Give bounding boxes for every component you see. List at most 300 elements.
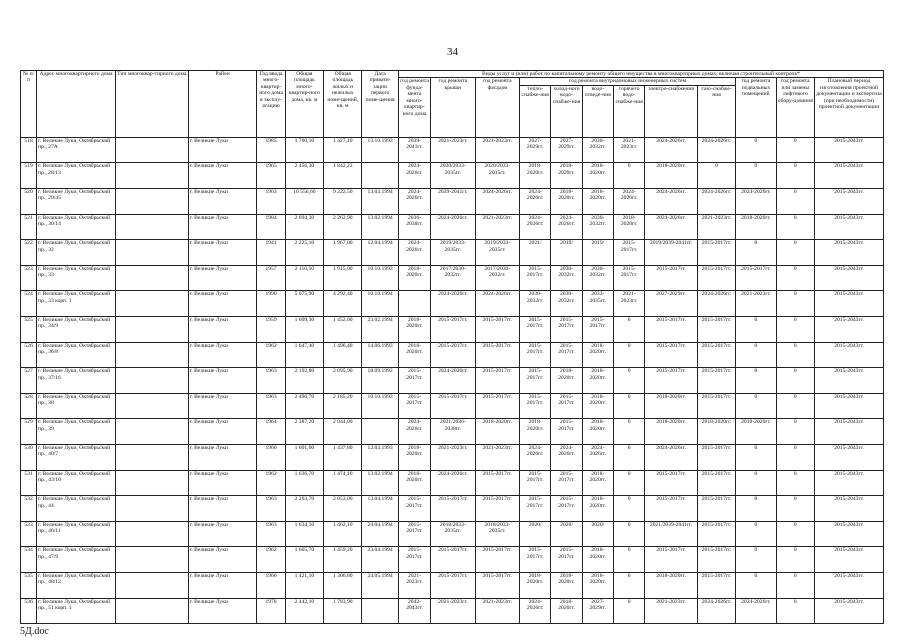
cell-fd: 2024-2026гг. <box>398 240 430 266</box>
header-year-built: Год ввода много-квартир-ного дома в эксплу-атацию <box>257 71 285 138</box>
cell-n: 524 <box>21 291 37 317</box>
cell-n: 525 <box>21 317 37 343</box>
cell-yb: 1963 <box>257 496 285 522</box>
table-row <box>21 444 884 470</box>
cell-type <box>115 470 188 496</box>
cell-ds: 2015-2043гг. <box>815 291 884 317</box>
cell-lv: 0 <box>776 598 814 624</box>
cell-lv: 0 <box>776 291 814 317</box>
cell-ra: 1 496,40 <box>324 342 362 368</box>
cell-type <box>115 419 188 445</box>
cell-el: 2018-2020гг. <box>645 572 698 598</box>
cell-type <box>115 137 188 163</box>
cell-ra: 1 452,00 <box>324 317 362 343</box>
cell-n: 532 <box>21 496 37 522</box>
cell-cw: 2024-2026гг. <box>551 214 582 240</box>
cell-bs: 2018-2020гг. <box>736 214 776 240</box>
header-elevator: год ремонта или замены лифтового обору-дования <box>776 78 814 137</box>
cell-bs: 2021-2023гг. <box>736 291 776 317</box>
cell-cw: 2015-2017гг. <box>551 317 582 343</box>
cell-sw: 2018-2020гг. <box>582 496 613 522</box>
cell-pd: 23.04.1994 <box>362 547 398 573</box>
cell-rf: 2039-2041гг. <box>431 189 475 215</box>
cell-cw: 2030-2032гг. <box>551 291 582 317</box>
cell-ht: 2015-2017гг. <box>520 342 551 368</box>
cell-sw: 2027-2029гг. <box>582 598 613 624</box>
cell-ht: 2030-2032гг. <box>520 291 551 317</box>
cell-sw: 2018-2020гг. <box>582 470 613 496</box>
cell-yb: 1957 <box>257 265 285 291</box>
cell-sw: 2030-2032гг. <box>582 137 613 163</box>
cell-yb: 1963 <box>257 521 285 547</box>
cell-ra: 1 474,10 <box>324 470 362 496</box>
cell-ta: 1 636,70 <box>285 470 323 496</box>
cell-fd: 2015-2017гг. <box>398 496 430 522</box>
cell-ds: 2015-2043гг. <box>815 393 884 419</box>
cell-n: 531 <box>21 470 37 496</box>
cell-hw: 2021-2023гг. <box>613 137 644 163</box>
cell-el: 2021/2039-2041гг. <box>645 521 698 547</box>
cell-ra: 1 783,90 <box>324 598 362 624</box>
cell-n: 530 <box>21 444 37 470</box>
cell-el: 2027-2029гг. <box>645 291 698 317</box>
cell-type <box>115 265 188 291</box>
repair-schedule-table <box>20 70 884 624</box>
cell-bs: 0 <box>736 470 776 496</box>
cell-bs: 0 <box>736 496 776 522</box>
cell-sw: 2018-2020гг. <box>582 342 613 368</box>
cell-ht: 2018-2020гг. <box>520 572 551 598</box>
cell-ta: 2 496,70 <box>285 393 323 419</box>
cell-ra: 1 462,10 <box>324 521 362 547</box>
header-basement: год ремонта подвальных помещений <box>736 78 776 137</box>
cell-dist: г. Великие Луки <box>188 547 257 573</box>
cell-n: 521 <box>21 214 37 240</box>
cell-ht: 2015-2017гг. <box>520 393 551 419</box>
cell-lv: 0 <box>776 317 814 343</box>
cell-fc: 2021-2023гг. <box>475 444 519 470</box>
cell-pd: 10.10.1993 <box>362 393 398 419</box>
cell-dist: г. Великие Луки <box>188 444 257 470</box>
header-address: Адрес многоквартирного дома <box>37 71 116 138</box>
cell-ht: 2021/ <box>520 240 551 266</box>
cell-ds: 2015-2043гг. <box>815 189 884 215</box>
cell-dist: г. Великие Луки <box>188 265 257 291</box>
cell-el: 2015-2017гг. <box>645 317 698 343</box>
cell-fd: 2018-2020гг. <box>398 342 430 368</box>
cell-cw: 2018-2020гг. <box>551 163 582 189</box>
header-engineering-group: год ремонта внутридомовых инженерных систем <box>520 78 736 85</box>
cell-addr: г. Великие Луки, Октябрьский пр., 44 <box>37 496 116 522</box>
cell-pd: 18.09.1992 <box>362 368 398 394</box>
cell-type <box>115 291 188 317</box>
cell-addr: г. Великие Луки, Октябрьский пр., 34/9 <box>37 317 116 343</box>
cell-ht: 2018-2020гг. <box>520 163 551 189</box>
cell-n: 518 <box>21 137 37 163</box>
cell-rf: 2024-2026гг. <box>431 368 475 394</box>
cell-dist: г. Великие Луки <box>188 240 257 266</box>
cell-gs: 2024-2026гг. <box>697 291 735 317</box>
cell-ds: 2015-2043гг. <box>815 137 884 163</box>
cell-fc: 2015-2017гг. <box>475 470 519 496</box>
cell-yb: 1962 <box>257 342 285 368</box>
header-foundation: год ремонта фунда-мента много-квартир-ного дома <box>398 78 430 137</box>
cell-sw: 2020/ <box>582 521 613 547</box>
cell-addr: г. Великие Луки, Октябрьский пр., 38 <box>37 393 116 419</box>
cell-ta: 1 605,70 <box>285 547 323 573</box>
cell-type <box>115 547 188 573</box>
cell-sw: 2018-2020гг. <box>582 163 613 189</box>
cell-yb: 1959 <box>257 317 285 343</box>
cell-yb: 1963 <box>257 189 285 215</box>
cell-ds: 2015-2043гг. <box>815 470 884 496</box>
cell-ta: 2 110,10 <box>285 265 323 291</box>
cell-sw: 2018-2020гг. <box>582 419 613 445</box>
cell-lv: 0 <box>776 521 814 547</box>
cell-yb: 1962 <box>257 470 285 496</box>
header-services-group: Виды услуг и (или) работ по капитальному ремонту общего имущества в многоквартирных домах, включая строительный контроль* <box>398 71 883 78</box>
cell-hw: 0 <box>613 368 644 394</box>
cell-dist: г. Великие Луки <box>188 572 257 598</box>
cell-el: 2021-2023гг. <box>645 598 698 624</box>
cell-yb: 1985 <box>257 137 285 163</box>
cell-ta: 1 609,30 <box>285 317 323 343</box>
cell-cw: 2024-2026гг. <box>551 444 582 470</box>
cell-fc: 2024-2026гг. <box>475 189 519 215</box>
cell-ra: 9 222,50 <box>324 189 362 215</box>
cell-type <box>115 572 188 598</box>
cell-ds: 2015-2043гг. <box>815 342 884 368</box>
cell-fc: 2015-2017гг. <box>475 547 519 573</box>
cell-cw: 2019/ <box>551 240 582 266</box>
cell-fc: 2018/2033-2035гг. <box>475 521 519 547</box>
cell-fc: 2015-2017гг. <box>475 342 519 368</box>
cell-ta: 2 694,30 <box>285 214 323 240</box>
table-row <box>21 547 884 573</box>
cell-gs: 2015-2017гг. <box>697 547 735 573</box>
cell-fd: 2015-2017гг. <box>398 393 430 419</box>
cell-dist: г. Великие Луки <box>188 214 257 240</box>
cell-rf: 2015-2017гг. <box>431 342 475 368</box>
cell-ht: 2015-2017гг. <box>520 317 551 343</box>
cell-n: 520 <box>21 189 37 215</box>
cell-fc: 2021-2023гг. <box>475 598 519 624</box>
footer-filename: 5Д.doc <box>20 626 49 637</box>
cell-addr: г. Великие Луки, Октябрьский пр., 39 <box>37 419 116 445</box>
cell-cw: 2015-2017гг. <box>551 496 582 522</box>
table-row <box>21 572 884 598</box>
cell-ra: 4 292,40 <box>324 291 362 317</box>
cell-fc: 2021-2023гг. <box>475 214 519 240</box>
cell-rf: 2021/2036-2038гг. <box>431 419 475 445</box>
cell-cw: 2015-2017гг. <box>551 419 582 445</box>
cell-lv: 0 <box>776 189 814 215</box>
cell-ht: 2015-2017гг. <box>520 265 551 291</box>
cell-dist: г. Великие Луки <box>188 598 257 624</box>
table-row <box>21 163 884 189</box>
header-residential-area: Общая площадь жилых и нежилых поме-щений, кв. м <box>324 71 362 138</box>
cell-cw: 2020/ <box>551 521 582 547</box>
table-row <box>21 393 884 419</box>
header-facade: год ремонта фасадов <box>475 78 519 137</box>
cell-el: 2015-2017гг. <box>645 496 698 522</box>
cell-cw: 2015-2017гг. <box>551 342 582 368</box>
cell-el: 2015-2017гг. <box>645 265 698 291</box>
cell-rf: 2015-2017гг. <box>431 317 475 343</box>
cell-lv: 0 <box>776 368 814 394</box>
cell-fd: 2015-2017гг. <box>398 368 430 394</box>
table-row <box>21 240 884 266</box>
cell-ta: 1 700,10 <box>285 137 323 163</box>
cell-el: 2015-2017гг. <box>645 368 698 394</box>
cell-type <box>115 342 188 368</box>
cell-ds: 2015-2043гг. <box>815 598 884 624</box>
cell-yb: 1978 <box>257 598 285 624</box>
cell-fc: 2015-2017гг. <box>475 496 519 522</box>
cell-gs: 2015-2017гг. <box>697 265 735 291</box>
cell-hw: 2021-2023гг. <box>613 291 644 317</box>
cell-cw: 2030-2032гг. <box>551 265 582 291</box>
cell-rf: 2017/2030-2032гг. <box>431 265 475 291</box>
cell-el: 2019/2039-2041гг. <box>645 240 698 266</box>
cell-rf: 2024-2026гг. <box>431 470 475 496</box>
cell-pd <box>362 419 398 445</box>
cell-hw: 0 <box>613 419 644 445</box>
cell-gs: 2015-2017гг. <box>697 470 735 496</box>
header-total-area: Общая площадь много-квартир-ного дома, кв. м <box>285 71 323 138</box>
cell-pd: 13.03.1994 <box>362 189 398 215</box>
table-row <box>21 214 884 240</box>
cell-bs: 0 <box>736 547 776 573</box>
cell-sw: 2019/ <box>582 240 613 266</box>
cell-addr: г. Великие Луки, Октябрьский пр., 28/13 <box>37 163 116 189</box>
cell-addr: г. Великие Луки, Октябрьский пр., 51 корп. 1 <box>37 598 116 624</box>
cell-fd: 2024-2026гг. <box>398 189 430 215</box>
cell-ta: 2 203,70 <box>285 496 323 522</box>
cell-ht: 2015-2017гг. <box>520 470 551 496</box>
cell-fc: 2024-2026гг. <box>475 291 519 317</box>
cell-bs: 2015-2017гг. <box>736 265 776 291</box>
cell-dist: г. Великие Луки <box>188 137 257 163</box>
cell-ra: 2 185,20 <box>324 393 362 419</box>
cell-ra: 1 459,20 <box>324 547 362 573</box>
cell-ds: 2015-2043гг. <box>815 419 884 445</box>
cell-dist: г. Великие Луки <box>188 393 257 419</box>
cell-ht: 2024-2026гг. <box>520 214 551 240</box>
cell-yb: 1963 <box>257 393 285 419</box>
cell-yb: 1941 <box>257 240 285 266</box>
cell-gs: 2024-2026гг. <box>697 598 735 624</box>
cell-type <box>115 317 188 343</box>
cell-sw: 2030-2032гг. <box>582 214 613 240</box>
cell-pd: 10.10.1993 <box>362 265 398 291</box>
cell-n: 536 <box>21 598 37 624</box>
cell-yb: 1965 <box>257 163 285 189</box>
cell-dist: г. Великие Луки <box>188 496 257 522</box>
cell-ds: 2015-2043гг. <box>815 572 884 598</box>
cell-addr: г. Великие Луки, Октябрьский пр., 32 <box>37 240 116 266</box>
cell-hw: 0 <box>613 393 644 419</box>
cell-dist: г. Великие Луки <box>188 342 257 368</box>
cell-gs: 2021-2023гг. <box>697 214 735 240</box>
cell-ht: 2020/ <box>520 521 551 547</box>
header-design: Плановый период изготовления проектной документации и экспертиза (при необходимости) проектной документации <box>815 78 884 137</box>
cell-addr: г. Великие Луки, Октябрьский пр., 29/45 <box>37 189 116 215</box>
cell-ds: 2015-2043гг. <box>815 444 884 470</box>
table-row <box>21 470 884 496</box>
header-district: Район <box>188 71 257 138</box>
cell-yb: 1966 <box>257 572 285 598</box>
cell-addr: г. Великие Луки, Октябрьский пр., 36/8 <box>37 342 116 368</box>
cell-n: 523 <box>21 265 37 291</box>
cell-ra: 2 053,00 <box>324 496 362 522</box>
cell-rf: 2015-2017гг. <box>431 393 475 419</box>
cell-ds: 2015-2043гг. <box>815 214 884 240</box>
cell-n: 527 <box>21 368 37 394</box>
cell-bs: 0 <box>736 317 776 343</box>
header-hot-water: горячего водо-снабже-ния <box>613 85 644 137</box>
cell-ds: 2015-2043гг. <box>815 163 884 189</box>
cell-dist: г. Великие Луки <box>188 291 257 317</box>
table-row <box>21 598 884 624</box>
cell-bs: 0 <box>736 444 776 470</box>
cell-dist: г. Великие Луки <box>188 470 257 496</box>
cell-sw: 2033-2035гг. <box>582 291 613 317</box>
cell-rf: 2021-2023гг. <box>431 598 475 624</box>
cell-fc: 2015-2017гг. <box>475 317 519 343</box>
table-row <box>21 521 884 547</box>
cell-rf: 2020/2033-2035гг. <box>431 163 475 189</box>
table-row <box>21 419 884 445</box>
cell-n: 529 <box>21 419 37 445</box>
cell-rf: 2021-2023гг. <box>431 444 475 470</box>
cell-n: 519 <box>21 163 37 189</box>
cell-rf: 2024-2026гг. <box>431 214 475 240</box>
cell-hw: 0 <box>613 470 644 496</box>
cell-ra: 1 842,22 <box>324 163 362 189</box>
cell-type <box>115 189 188 215</box>
cell-yb: 1964 <box>257 419 285 445</box>
cell-pd: 13.04.1994 <box>362 496 398 522</box>
cell-yb: 1960 <box>257 444 285 470</box>
cell-n: 522 <box>21 240 37 266</box>
header-num: № п/п <box>21 71 37 138</box>
cell-lv: 0 <box>776 163 814 189</box>
cell-el: 2015-2017гг. <box>645 342 698 368</box>
cell-ta: 1 421,10 <box>285 572 323 598</box>
cell-fc: 2021-2023гг. <box>475 137 519 163</box>
cell-hw: 0 <box>613 342 644 368</box>
cell-ra: 1 967,00 <box>324 240 362 266</box>
table-row <box>21 291 884 317</box>
cell-ht: 2015-2017гг. <box>520 547 551 573</box>
cell-ds: 2015-2043гг. <box>815 496 884 522</box>
cell-hw: 2024-2026гг. <box>613 189 644 215</box>
cell-ds: 2015-2043гг. <box>815 547 884 573</box>
cell-dist: г. Великие Луки <box>188 419 257 445</box>
cell-ra: 1 437,80 <box>324 444 362 470</box>
cell-lv: 0 <box>776 444 814 470</box>
cell-el: 2024-2026гг. <box>645 214 698 240</box>
cell-sw: 2018-2020гг. <box>582 572 613 598</box>
header-heating: тепло-снабже-ния <box>520 85 551 137</box>
cell-pd: 12.03.1993 <box>362 444 398 470</box>
cell-fd: 2015-2017гг. <box>398 521 430 547</box>
cell-bs: 0 <box>736 393 776 419</box>
cell-bs: 0 <box>736 137 776 163</box>
cell-gs: 2015-2017гг. <box>697 317 735 343</box>
table-row <box>21 137 884 163</box>
cell-pd: 14.06.1993 <box>362 342 398 368</box>
cell-ht: 2024-2026гг. <box>520 189 551 215</box>
cell-el: 2024-2026гг. <box>645 444 698 470</box>
cell-rf: 2015-2017гг. <box>431 496 475 522</box>
cell-rf: 2015-2017гг. <box>431 572 475 598</box>
cell-fd: 2021-2023гг. <box>398 572 430 598</box>
cell-gs: 2015-2017гг. <box>697 393 735 419</box>
table-body <box>21 137 884 623</box>
cell-rf: 2021-2023гг. <box>431 137 475 163</box>
cell-gs: 2024-2026гг. <box>697 137 735 163</box>
cell-bs: 2024-2026гг. <box>736 189 776 215</box>
cell-rf: 2015-2017гг. <box>431 547 475 573</box>
cell-pd: 10.10.1994 <box>362 291 398 317</box>
cell-fd: 2018-2020гг. <box>398 470 430 496</box>
cell-sw: 2015-2017гг. <box>582 317 613 343</box>
cell-cw: 2018-2020гг. <box>551 598 582 624</box>
cell-fd: 2036-2038гг. <box>398 214 430 240</box>
cell-yb: 1984 <box>257 214 285 240</box>
cell-addr: г. Великие Луки, Октябрьский пр., 47/9 <box>37 547 116 573</box>
cell-dist: г. Великие Луки <box>188 521 257 547</box>
cell-type <box>115 240 188 266</box>
cell-bs: 0 <box>736 368 776 394</box>
cell-lv: 0 <box>776 572 814 598</box>
cell-fd: 2018-2020гг. <box>398 444 430 470</box>
cell-ta: 2 442,10 <box>285 598 323 624</box>
cell-sw: 2024-2026гг. <box>582 444 613 470</box>
cell-ta: 5 075,90 <box>285 291 323 317</box>
cell-lv: 0 <box>776 265 814 291</box>
cell-fc: 2015-2017гг. <box>475 572 519 598</box>
cell-ra: 1 427,10 <box>324 137 362 163</box>
cell-ds: 2015-2043гг. <box>815 240 884 266</box>
cell-el: 2018-2020гг. <box>645 393 698 419</box>
cell-rf: 2024-2026гг. <box>431 291 475 317</box>
cell-ra: 2 044,00 <box>324 419 362 445</box>
cell-fd: 2024-2026гг. <box>398 419 430 445</box>
cell-gs: 2024-2026гг. <box>697 189 735 215</box>
cell-addr: г. Великие Луки, Октябрьский пр., 40/7 <box>37 444 116 470</box>
cell-fc: 2015-2017гг. <box>475 393 519 419</box>
cell-lv: 0 <box>776 214 814 240</box>
cell-ht: 2018-2020гг. <box>520 419 551 445</box>
cell-el: 2018-2020гг. <box>645 163 698 189</box>
cell-lv: 0 <box>776 547 814 573</box>
cell-addr: г. Великие Луки, Октябрьский пр., 48/12 <box>37 572 116 598</box>
header-roof: год ремонта крыши <box>431 78 475 137</box>
cell-hw: 2015-2017гг. <box>613 265 644 291</box>
cell-ht: 2024-2026гг. <box>520 598 551 624</box>
cell-el: 2018-2020гг. <box>645 419 698 445</box>
cell-dist: г. Великие Луки <box>188 163 257 189</box>
cell-n: 534 <box>21 547 37 573</box>
cell-type <box>115 214 188 240</box>
cell-el: 2015-2017гг. <box>645 547 698 573</box>
cell-sw: 2018-2020гг. <box>582 368 613 394</box>
cell-type <box>115 393 188 419</box>
table-row <box>21 265 884 291</box>
